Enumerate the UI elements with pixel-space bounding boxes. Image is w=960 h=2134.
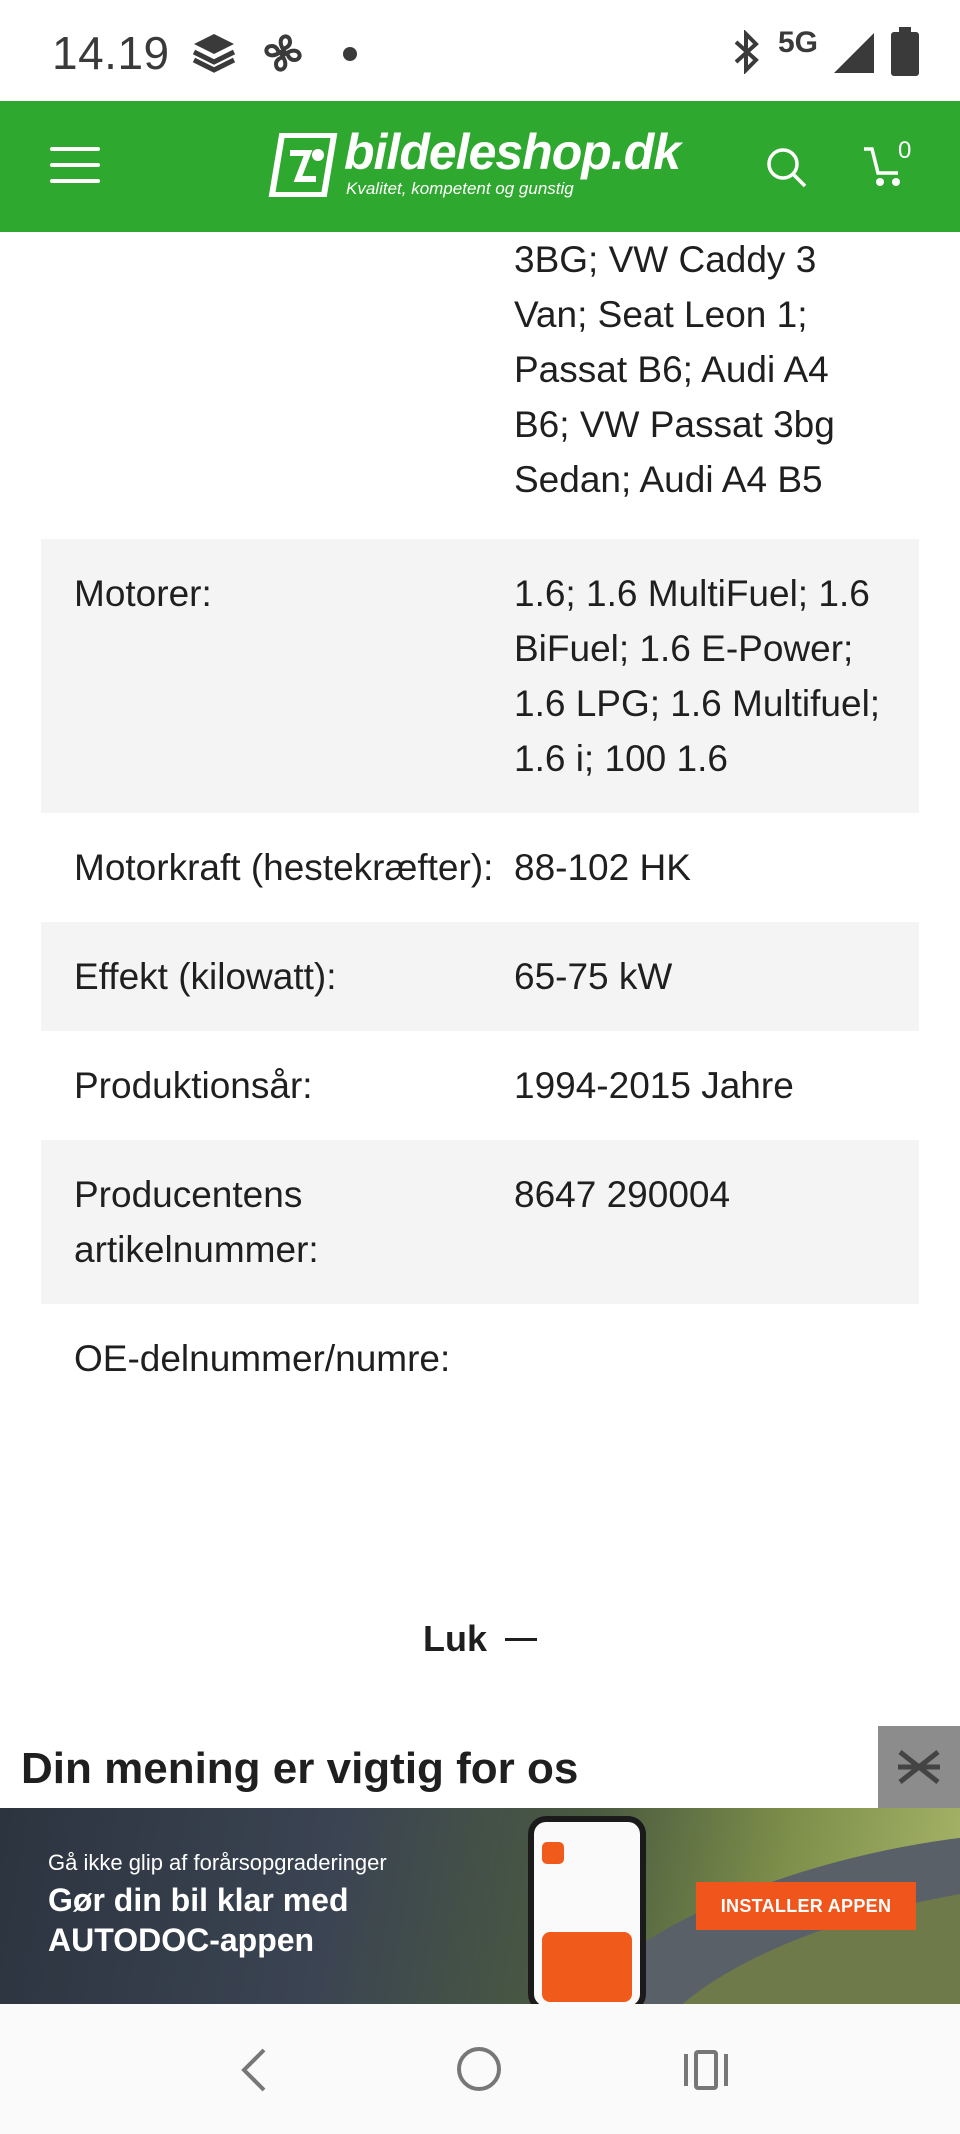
close-icon <box>878 1726 960 1808</box>
status-bar <box>0 0 960 101</box>
ad-close-button[interactable] <box>878 1726 960 1808</box>
status-time: 14.19 <box>52 27 170 79</box>
minus-icon <box>505 1638 537 1641</box>
bluetooth-icon <box>730 30 764 74</box>
logo-mark-icon <box>268 133 338 197</box>
spec-label: Motorer: <box>74 573 212 614</box>
layers-icon <box>190 30 238 74</box>
spec-value: 88-102 HK <box>514 847 691 888</box>
spec-row-production-years <box>41 1031 919 1140</box>
spec-label: Producentens artikelnummer: <box>74 1174 319 1270</box>
spec-label: OE-delnummer/numre: <box>74 1338 451 1379</box>
network-type: 5G <box>777 26 818 59</box>
ad-headline-line2: AUTODOC-appen <box>48 1922 315 1958</box>
spec-value: 8647 290004 <box>514 1174 731 1215</box>
recents-icon[interactable] <box>682 2048 730 2092</box>
spec-value: 1.6; 1.6 MultiFuel; 1.6 BiFuel; 1.6 E-Power; 1.6 LPG; 1.6 Multifuel; 1.6 i; 100 1.6 <box>514 573 881 779</box>
back-icon[interactable] <box>234 2046 274 2094</box>
site-header <box>0 101 960 232</box>
spec-row-oe-numbers <box>41 1304 919 1426</box>
home-icon[interactable] <box>456 2046 502 2092</box>
status-right-group <box>730 26 920 78</box>
ad-small-text: Gå ikke glip af forårsopgraderinger <box>48 1850 387 1875</box>
dot-icon <box>342 46 358 62</box>
spec-row-horsepower <box>41 813 919 922</box>
system-nav-bar <box>0 2004 960 2134</box>
spec-row-kilowatt <box>41 922 919 1031</box>
spec-table <box>41 232 919 1426</box>
ad-phone-image <box>528 1816 646 2004</box>
spec-value: 65-75 kW <box>514 956 673 997</box>
menu-icon[interactable] <box>50 147 100 183</box>
ad-headline <box>48 1880 349 1960</box>
spec-row-engines <box>41 539 919 813</box>
opinion-heading: Din mening er vigtig for os <box>21 1744 579 1793</box>
cart-count: 0 <box>898 137 912 164</box>
spec-label: Effekt (kilowatt): <box>74 956 337 997</box>
spec-value: 1994-2015 Jahre <box>514 1065 794 1106</box>
spec-label <box>74 232 514 507</box>
spec-label: Produktionsår: <box>74 1065 313 1106</box>
spec-row-vehicles <box>41 232 919 539</box>
spec-value: 3BG; VW Caddy 3 Van; Seat Leon 1; Passat B6; Audi A4 B6; VW Passat 3bg Sedan; Audi A4 B5 <box>514 239 835 500</box>
signal-icon <box>832 29 876 75</box>
install-app-button[interactable]: INSTALLER APPEN <box>696 1882 916 1930</box>
battery-icon <box>890 27 920 77</box>
site-logo[interactable] <box>268 124 698 201</box>
brand-name: bildeleshop.dk <box>344 124 681 180</box>
brand-tagline: Kvalitet, kompetent og gunstig <box>346 179 574 198</box>
spec-label: Motorkraft (hestekræfter): <box>74 847 494 888</box>
search-icon[interactable] <box>764 145 808 189</box>
ad-banner[interactable] <box>0 1808 960 2004</box>
ad-headline-line1: Gør din bil klar med <box>48 1882 349 1918</box>
spec-value <box>514 1331 886 1386</box>
spec-row-article-number <box>41 1140 919 1304</box>
close-details-label: Luk <box>422 1618 487 1659</box>
fan-icon <box>260 30 306 76</box>
close-details-button[interactable] <box>0 1618 960 1660</box>
